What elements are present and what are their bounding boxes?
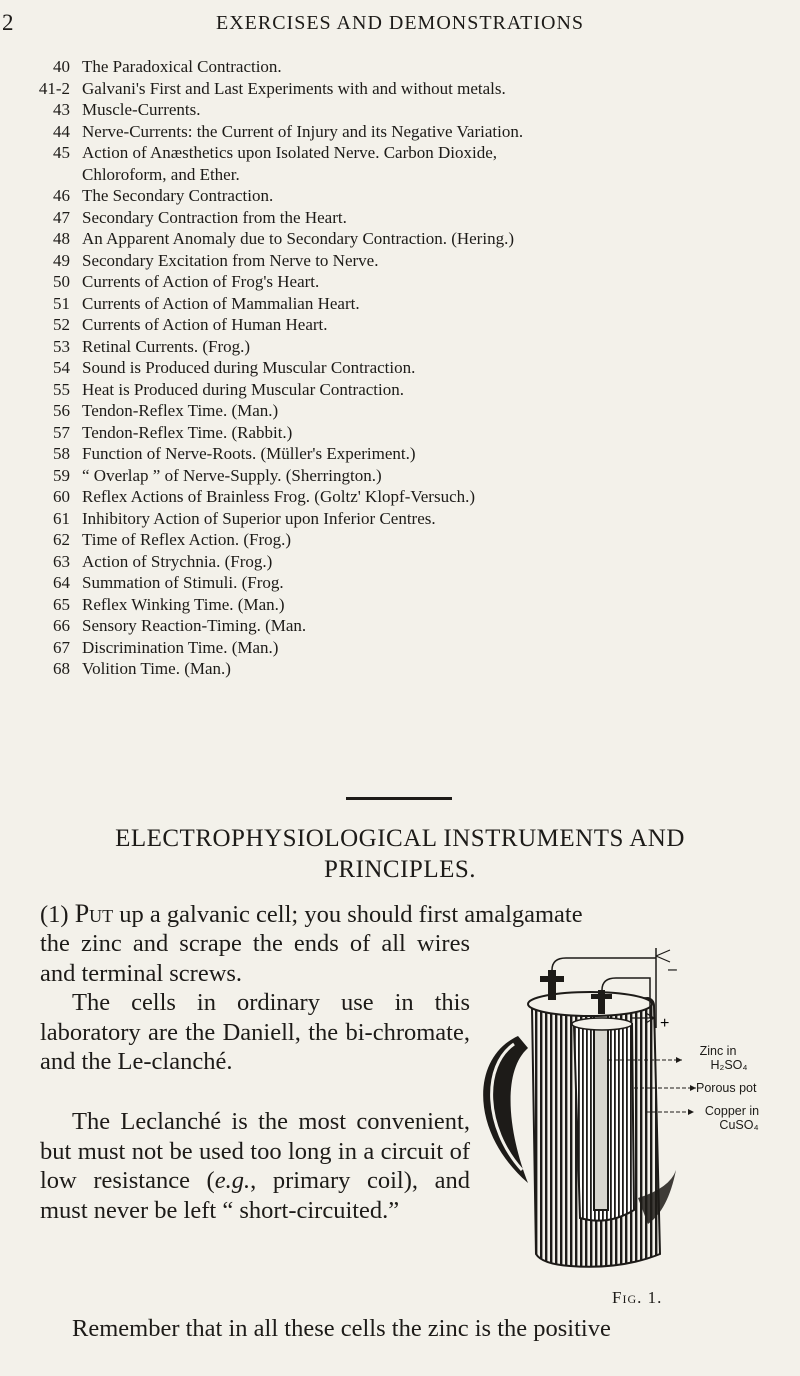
exercise-list-item	[36, 78, 796, 100]
exercise-list-item	[36, 400, 796, 422]
exercise-list-item	[36, 228, 796, 250]
exercise-list-item	[36, 293, 796, 315]
exercise-number: 65	[53, 594, 70, 614]
wire-1	[552, 958, 656, 970]
label-copper	[694, 1104, 770, 1132]
exercise-number: 66	[53, 616, 70, 635]
exercise-list-item	[36, 379, 796, 401]
plus-sign: +	[660, 1015, 670, 1032]
exercise-number: 68	[53, 659, 70, 678]
exercise-list-item	[36, 121, 796, 143]
label-porous-pot: Porous pot	[696, 1081, 757, 1095]
exercise-title: Galvani's First and Last Experiments with and without metals.	[82, 78, 506, 98]
exercise-list-item	[36, 529, 796, 551]
paragraph-2: The cells in ordinary use in this laboratory are the Daniell, the bi-chromate, and the Le-clanché.	[40, 989, 470, 1076]
paragraph-number: (1)	[40, 901, 75, 928]
exercise-number: 56	[53, 401, 70, 420]
exercise-number: 60	[53, 487, 70, 506]
exercise-list-item	[36, 508, 796, 530]
zinc-terminal	[598, 990, 605, 1014]
exercise-title: Reflex Actions of Brainless Frog. (Goltz' Klopf-Versuch.)	[82, 487, 476, 506]
exercise-number: 46	[53, 186, 70, 205]
exercise-title: The Paradoxical Contraction.	[82, 57, 282, 76]
exercise-number: 61	[53, 508, 70, 528]
exercise-title: Action of Anæsthetics upon Isolated Nerve. Carbon Dioxide,	[82, 143, 498, 162]
exercise-title: An Apparent Anomaly due to Secondary Contraction. (Hering.)	[82, 229, 514, 248]
exercise-list-item	[36, 594, 796, 616]
exercise-number: 58	[53, 444, 70, 463]
exercise-title: Currents of Action of Frog's Heart.	[82, 272, 320, 291]
exercise-list-item	[36, 99, 796, 121]
exercise-number: 57	[53, 422, 70, 442]
label-copper-line-2: CuSO₄	[719, 1118, 759, 1132]
paragraph-1-rest: the zinc and scrape the ends of all wires and terminal screws.	[40, 930, 470, 987]
exercise-title: Tendon-Reflex Time. (Rabbit.)	[82, 422, 293, 442]
exercise-title: Sensory Reaction-Timing. (Man.	[82, 616, 307, 635]
zinc-rod	[594, 1014, 608, 1210]
exercise-number: 59	[53, 465, 70, 485]
exercise-list-item	[36, 658, 796, 680]
jar-rim	[528, 992, 652, 1016]
exercise-title: Secondary Excitation from Nerve to Nerve.	[82, 250, 379, 270]
exercise-list	[36, 56, 796, 680]
exercise-number: 62	[53, 530, 70, 549]
exercise-number: 48	[53, 229, 70, 248]
exercise-number: 49	[53, 250, 70, 270]
exercise-list-item	[36, 314, 796, 336]
exercise-number: 44	[53, 121, 70, 141]
minus-sign: –	[668, 961, 677, 978]
copper-terminal	[548, 970, 556, 1000]
exercise-title: Volition Time. (Man.)	[82, 659, 231, 678]
jar-handle	[483, 1036, 528, 1183]
figure-caption: Fig. 1.	[612, 1288, 663, 1307]
label-zinc-line-1: Zinc in	[699, 1044, 737, 1058]
exercise-list-item	[36, 486, 796, 508]
exercise-list-item	[36, 271, 796, 293]
exercise-list-item	[36, 572, 796, 594]
exercise-number: 53	[53, 336, 70, 356]
exercise-title: Secondary Contraction from the Heart.	[82, 207, 347, 227]
section-divider	[346, 797, 452, 800]
exercise-number: 55	[53, 379, 70, 399]
exercise-title: Retinal Currents. (Frog.)	[82, 336, 251, 356]
exercise-list-item	[36, 56, 796, 78]
exercise-number: 50	[53, 272, 70, 291]
exercise-title: Summation of Stimuli. (Frog.	[82, 573, 284, 592]
label-zinc-line-2: H₂SO₄	[710, 1058, 748, 1072]
label-copper-line-1: Copper in	[704, 1104, 760, 1118]
exercise-number: 63	[53, 551, 70, 571]
exercise-list-item	[36, 637, 796, 659]
exercise-number: 45	[53, 143, 70, 162]
exercise-title: Reflex Winking Time. (Man.)	[82, 594, 285, 614]
exercise-title: Inhibitory Action of Superior upon Inferior Centres.	[82, 508, 436, 528]
exercise-list-item	[36, 551, 796, 573]
exercise-list-item	[36, 465, 796, 487]
paragraph-3	[40, 1107, 470, 1226]
exercise-number: 67	[53, 637, 70, 657]
paragraph-1-line-1	[40, 899, 772, 930]
exercise-title: “ Overlap ” of Nerve-Supply. (Sherrington.)	[82, 465, 382, 485]
daniell-cell-figure	[470, 948, 800, 1308]
exercise-title: Sound is Produced during Muscular Contraction.	[82, 358, 416, 377]
paragraph-3-italic: e.g.	[214, 1167, 251, 1195]
exercise-title: Discrimination Time. (Man.)	[82, 637, 279, 657]
exercise-list-item	[36, 207, 796, 229]
paragraph-lead-word: Put	[74, 899, 114, 928]
section-title-line-2: PRINCIPLES.	[323, 856, 477, 883]
exercise-list-item	[36, 443, 796, 465]
exercise-title: The Secondary Contraction.	[82, 186, 274, 205]
exercise-title: Tendon-Reflex Time. (Man.)	[82, 401, 279, 420]
exercise-number: 40	[53, 57, 70, 76]
exercise-title: Currents of Action of Human Heart.	[82, 315, 328, 334]
section-title	[0, 823, 800, 885]
paragraph-3-text: The Leclanché is the most convenient, but must not be used too long in a circuit of low resistance (	[40, 1108, 470, 1195]
exercise-number: 54	[53, 358, 70, 377]
page-number: 2	[2, 10, 14, 35]
paragraph-3-end: , primary coil), and must never be left “ short-circuited.”	[40, 1167, 470, 1225]
exercise-list-item	[36, 250, 796, 272]
exercise-list-item	[36, 142, 796, 164]
exercise-number: 52	[53, 315, 70, 334]
exercise-number: 47	[53, 207, 70, 227]
paragraph-4: Remember that in all these cells the zinc is the positive	[72, 1315, 611, 1342]
exercise-list-item	[36, 615, 796, 637]
exercise-title: Muscle-Currents.	[82, 100, 201, 119]
label-zinc	[683, 1044, 753, 1072]
exercise-title: Time of Reflex Action. (Frog.)	[82, 530, 292, 549]
section-title-line-1: ELECTROPHYSIOLOGICAL INSTRUMENTS AND	[115, 825, 685, 852]
exercise-list-item	[36, 336, 796, 358]
exercise-number: 43	[53, 100, 70, 119]
exercise-list-item	[36, 185, 796, 207]
exercise-title: Currents of Action of Mammalian Heart.	[82, 293, 360, 313]
exercise-list-item	[36, 164, 796, 186]
exercise-list-item	[36, 357, 796, 379]
page-header	[0, 10, 800, 40]
running-head: EXERCISES AND DEMONSTRATIONS	[215, 12, 585, 34]
exercise-title: Chloroform, and Ether.	[82, 164, 240, 184]
exercise-title: Function of Nerve-Roots. (Müller's Experiment.)	[82, 444, 416, 463]
exercise-number: 64	[53, 573, 70, 592]
exercise-title: Heat is Produced during Muscular Contraction.	[82, 379, 404, 399]
exercise-number: 41-2	[38, 78, 70, 98]
exercise-title: Action of Strychnia. (Frog.)	[82, 551, 273, 571]
paragraph-1-line-1-text: up a galvanic cell; you should first amalgamate	[113, 901, 583, 928]
exercise-title: Nerve-Currents: the Current of Injury and its Negative Variation.	[82, 121, 524, 141]
exercise-number: 51	[53, 293, 70, 313]
exercise-list-item	[36, 422, 796, 444]
